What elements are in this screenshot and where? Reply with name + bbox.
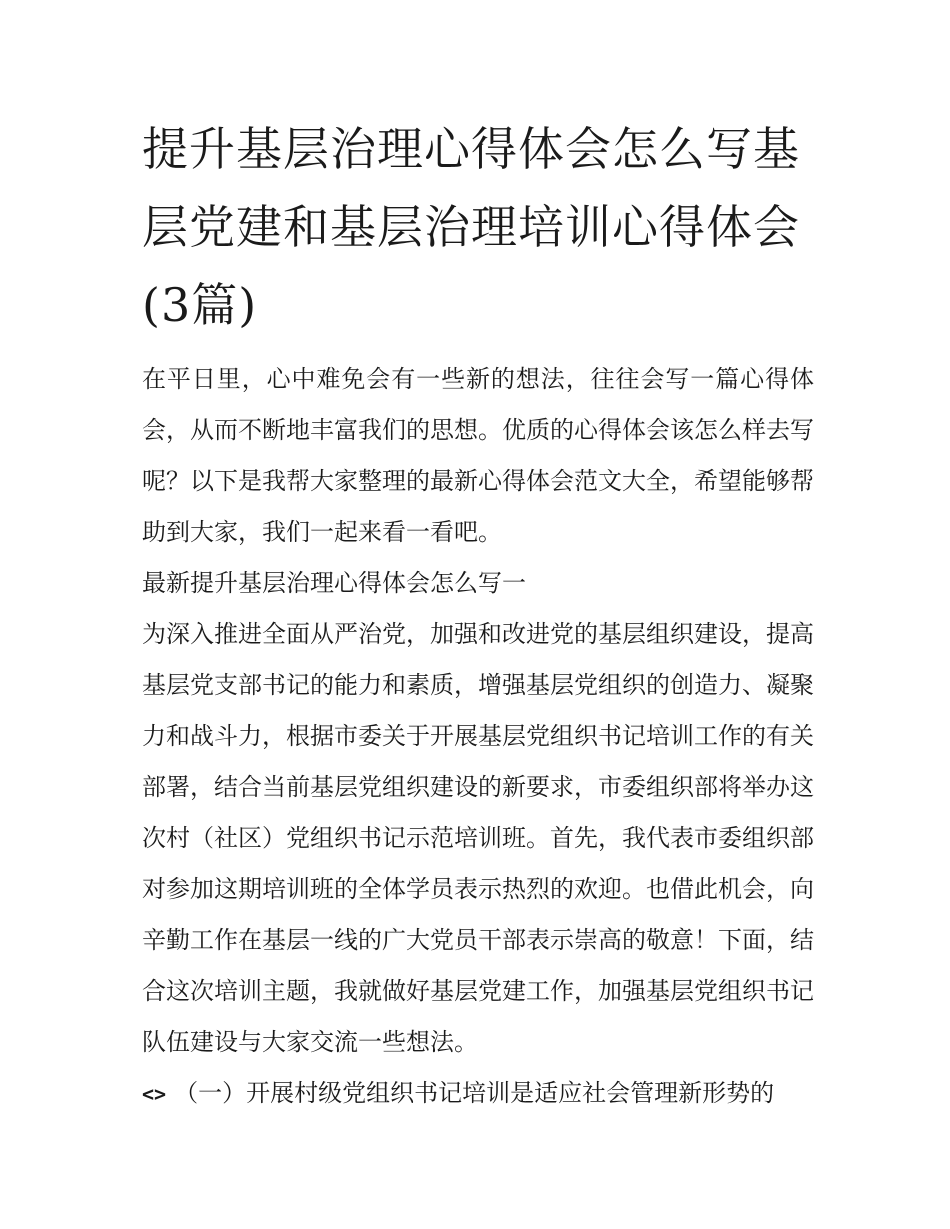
subsection-line — [142, 1068, 814, 1120]
bullet-marker: <> — [142, 1082, 167, 1106]
document-title: 提升基层治理心得体会怎么写基层党建和基层治理培训心得体会(3篇) — [142, 122, 800, 332]
document-content — [142, 110, 814, 1120]
intro-paragraph: 在平日里，心中难免会有一些新的想法，往往会写一篇心得体会，从而不断地丰富我们的思想。优质的心得体会该怎么样去写呢？以下是我帮大家整理的最新心得体会范文大全，希望能够帮助到大家，我们一起来看一看吧。 — [142, 365, 814, 546]
body-paragraph: 为深入推进全面从严治党，加强和改进党的基层组织建设，提高基层党支部书记的能力和素质，增强基层党组织的创造力、凝聚力和战斗力，根据市委关于开展基层党组织书记培训工作的有关部署，结合当前基层党组织建设的新要求，市委组织部将举办这次村（社区）党组织书记示范培训班。首先，我代表市委组织部对参加这期培训班的全体学员表示热烈的欢迎。也借此机会，向辛勤工作在基层一线的广大党员干部表示崇高的敬意！下面，结合这次培训主题，我就做好基层党建工作，加强基层党组织书记队伍建设与大家交流一些想法。 — [142, 620, 814, 1056]
subsection-heading: （一）开展村级党组织书记培训是适应社会管理新形势的 — [174, 1079, 775, 1107]
section-heading: 最新提升基层治理心得体会怎么写一 — [142, 569, 526, 597]
